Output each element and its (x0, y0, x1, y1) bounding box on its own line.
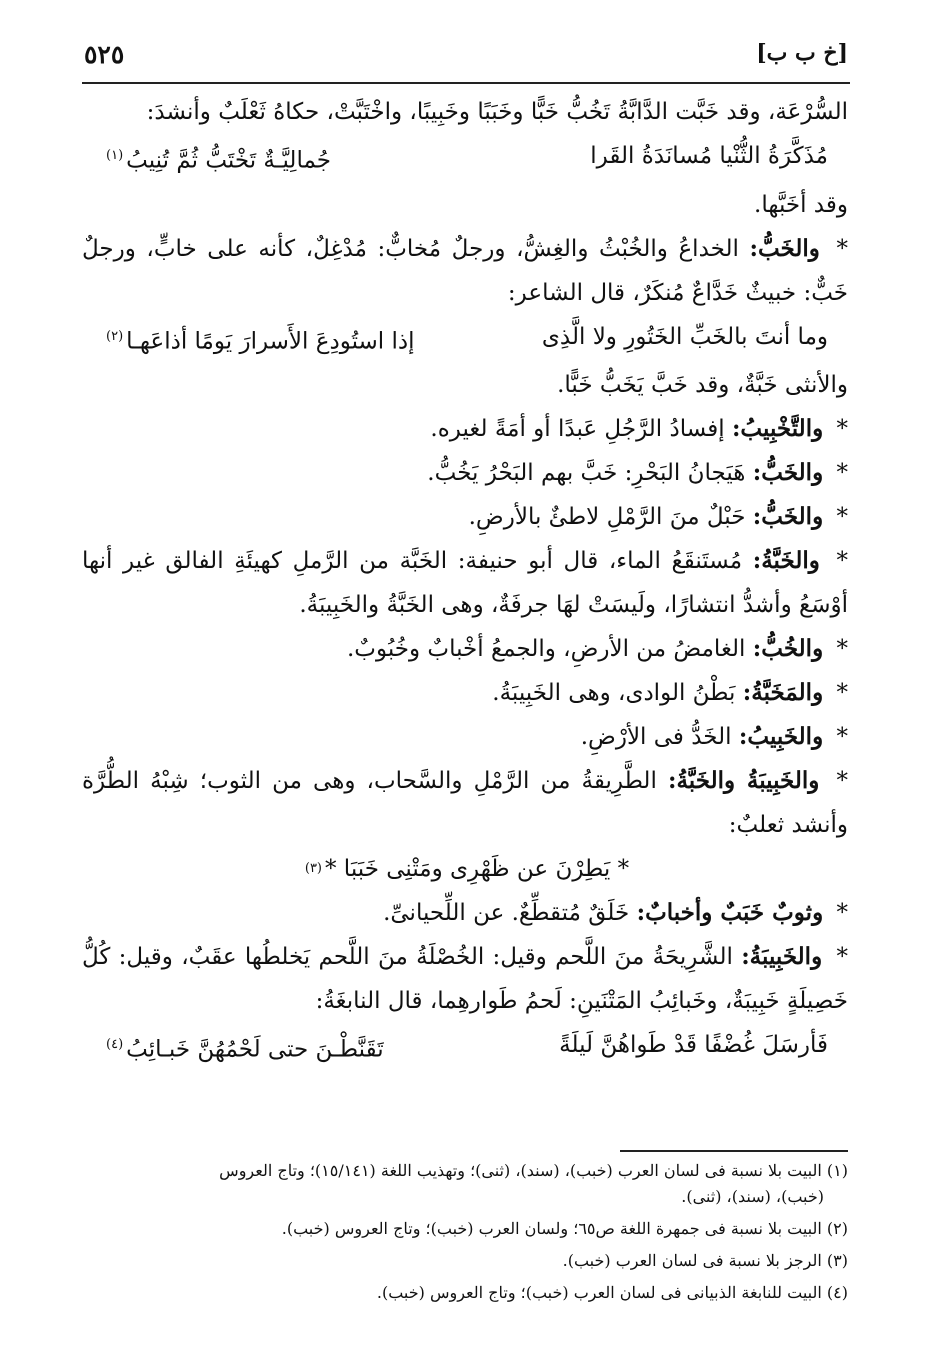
footnote-ref: (١) (106, 148, 124, 163)
entry-headword: وثوبٌ خَبَبٌ وأخبابٌ: (636, 899, 824, 927)
entry-text: الخَدُّ فى الأرْضِ. (580, 724, 732, 751)
footnote (82, 1248, 848, 1274)
main-text (82, 90, 848, 1072)
entry-text: بَطْنُ الوادى، وهى الخَبِيبَةُ. (492, 680, 736, 707)
entry-headword: والخُبُّ: (752, 635, 824, 663)
footnote (82, 1158, 848, 1210)
footnote-text: البيت بلا نسبة فى لسان العرب (خبب)، (سند)، (ثنى)؛ وتهذيب اللغة (١٥/١٤١)؛ وتاج العروس (219, 1161, 822, 1180)
entry-headword: والخَبُّ: (752, 503, 824, 531)
footnote-text: البيت بلا نسبة فى جمهرة اللغة ص٦٥؛ ولسان العرب (خبب)؛ وتاج العروس (خبب). (281, 1219, 822, 1238)
entry-text: الشَّرِيحَةُ منَ اللَّحم وقيل: الخُصْلَةُ منَ اللَّحم يَخلطُها عقَبٌ، وقيل: كُلُّ خَصِيلَةٍ خَبِيبَةٌ، وخَبائِبُ المَتْنَينِ: لَحمُ طَوارهِما، قال النابغَةُ: (82, 944, 848, 1015)
entry-marker: * (836, 460, 848, 487)
entry-marker: * (836, 724, 848, 751)
hemistich: وما أنتَ بالخَبِّ الخَتُورِ ولا الَّذِى (541, 323, 828, 350)
entry-text: الخداعُ والخُبْثُ والغِشُّ، ورجلٌ مُخابٌّ: مُدْغِلٌ، كأنه على خابٍّ، ورجلٌ خَبٌّ: خبيثٌ خَدَّاعٌ مُنكَرٌ، قال الشاعر: (82, 235, 848, 306)
entry-marker: * (836, 944, 848, 971)
footnote-ref: (٤) (106, 1037, 124, 1053)
entry-headword: والخَبِيبَةُ: (741, 943, 823, 971)
dictionary-entry (82, 891, 848, 935)
footnotes (82, 1158, 848, 1312)
entry-text: الغامضُ من الأرضِ، والجمعُ أخْبابٌ وخُبُوبٌ. (347, 636, 746, 663)
header-rule (82, 82, 850, 84)
rajaz-line (82, 847, 848, 891)
entry-marker: * (836, 680, 848, 707)
entry-marker: * (836, 548, 849, 575)
entry-marker: * (836, 504, 848, 531)
entry-headword: والخَبِيبُ: (738, 723, 824, 751)
entry-text: هَيَجانُ البَحْرِ: خَبَّ بهم البَحْرُ يَخُبُّ. (427, 460, 746, 487)
entry-text: حَبْلٌ منَ الرَّمْلِ لاطئٌ بالأرضِ. (468, 504, 746, 531)
footnote-rule (620, 1150, 848, 1152)
entry-text: الطَّرِيقةُ من الرَّمْلِ والسَّحاب، وهى من الثوب؛ شِبْهُ الطُّرَّة وأنشد ثعلبٌ: (82, 768, 848, 839)
footnote-number: (٤) (826, 1283, 848, 1302)
dictionary-entry (82, 539, 848, 627)
dictionary-entry (82, 627, 848, 671)
entry-marker: * (836, 235, 848, 262)
hemistich: إذا استُودِعَ الأَسرارَ يَومًا أذاعَهـا$^{(٢)}$ (106, 328, 415, 355)
entry-headword: والخَبِيبَةُ والخَبَّةُ: (667, 767, 820, 795)
footnote-text: البيت للنابغة الذبيانى فى لسان العرب (خبب)؛ وتاج العروس (خبب). (376, 1283, 822, 1302)
hemistich: مُذَكَّرَةُ الثُّنْيا مُسانَدَةُ القَرا (590, 143, 828, 169)
entry-text: خَلَقٌ مُتقطِّعٌ. عن اللِّحيانىِّ. (383, 900, 630, 927)
dictionary-entry (82, 451, 848, 495)
hemistich: تَقَنَّطْـنَ حتى لَحْمُهُنَّ خَبـائِبُ$^{(٤)}$ (106, 1036, 384, 1063)
verse-line (82, 134, 848, 183)
paragraph: وقد أخَبَّها. (754, 191, 848, 218)
dictionary-entry (82, 407, 848, 451)
hemistich: جُمالِيَّـةٌ تَخْتَبُّ ثُمَّ تُنِيبُ$^{(١)}$ (106, 147, 331, 174)
verse-line (82, 315, 848, 364)
footnote-text: الرجز بلا نسبة فى لسان العرب (خبب). (562, 1251, 822, 1270)
paragraph: والأنثى خَبَّةٌ، وقد خَبَّ يَخَبُّ خَبًّا. (557, 372, 848, 399)
section-root: [خ ب ب] (756, 40, 848, 66)
entry-headword: والتَّخْبِيبُ: (731, 415, 824, 443)
hemistich: فَأرسَلَ غُضْفًا قَدْ طَواهُنَّ لَيلَةً (559, 1032, 828, 1059)
entry-headword: والخَبُّ: (749, 234, 820, 262)
footnote-number: (١) (826, 1161, 848, 1180)
entry-marker: * (836, 416, 848, 443)
paragraph: السُّرْعَة، وقد خَبَّت الدَّابَّةُ تَخُبُّ خَبًّا وخَبَبًا وخَبِيبًا، واخْتَبَّتْ، حكاهُ ثَعْلَبٌ وأنشدَ: (146, 99, 848, 125)
footnote-ref: (٣) (304, 861, 322, 877)
entry-marker: * (836, 636, 848, 663)
dictionary-entry (82, 759, 848, 847)
footnote (82, 1216, 848, 1242)
entry-marker: * (836, 900, 848, 927)
entry-marker: * (836, 768, 849, 795)
dictionary-entry (82, 227, 848, 315)
dictionary-entry (82, 715, 848, 759)
footnote-number: (٣) (826, 1251, 848, 1270)
page-number: ٥٢٥ (84, 40, 125, 69)
entry-headword: والخَبُّ: (752, 459, 824, 487)
verse-line (82, 1023, 848, 1072)
entry-headword: والخَبَّةُ: (752, 547, 820, 575)
page-header (84, 36, 848, 76)
footnote-continuation: (خبب)، (سند)، (ثنى). (681, 1187, 824, 1206)
rajaz-text: * يَطِرْنَ عن ظَهْرِى ومَتْنِى خَبَبَا * (325, 856, 630, 883)
dictionary-entry (82, 495, 848, 539)
entry-text: إفسادُ الرَّجُلِ عَبدًا أو أمَةً لغيره. (430, 416, 725, 443)
footnote-number: (٢) (826, 1219, 848, 1238)
dictionary-entry (82, 671, 848, 715)
entry-headword: والمَخَبَّةُ: (742, 679, 824, 707)
footnote-ref: (٢) (106, 328, 124, 344)
dictionary-entry (82, 935, 848, 1023)
footnote (82, 1280, 848, 1306)
entry-text: مُستَنقَعُ الماء، قال أبو حنيفة: الخَبَّة من الرَّملِ كهيئَةِ الفالق غير أنها أوْسَعُ وأشدُّ انتشارًا، ولَيسَتْ لهَا جرفَةٌ، وهى الخَبَّةُ والخَبِيبَةُ. (82, 548, 848, 619)
